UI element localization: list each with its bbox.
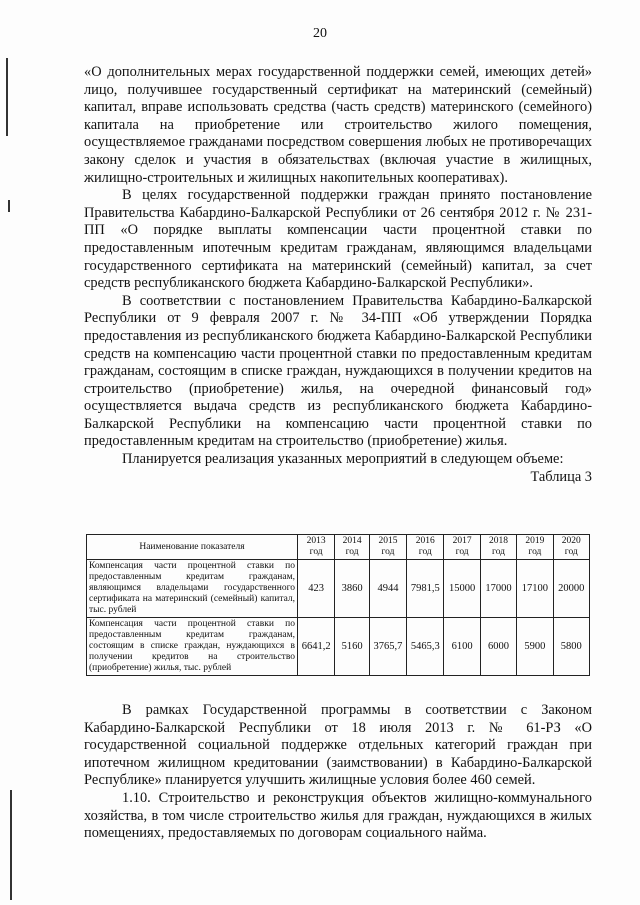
header-year: 2018 год: [480, 535, 516, 560]
paragraph: 1.10. Строительство и реконструкция объектов жилищно-коммунального хозяйства, в том числе строительство жилья для граждан, нуждающихся в жилых помещениях, предоставляемых по договорам социального найма.: [84, 789, 592, 842]
row-value: 17100: [517, 560, 553, 618]
row-value: 5465,3: [407, 618, 444, 676]
page-number: 20: [313, 26, 327, 41]
table-header-row: [87, 535, 590, 560]
paragraph: В соответствии с постановлением Правительства Кабардино-Балкарской Республики от 9 февраля 2007 г. № 34-ПП «Об утверждении Порядка предоставления из республиканского бюджета Кабардино-Балкарской Республики средств на компенсацию части процентной ставки по предоставленным кредитам гражданам, состоящим в списке граждан, нуждающихся в получении кредитов на строительство (приобретение) жилья, на очередной финансовый год» осуществляется выдача средств из республиканского бюджета Кабардино-Балкарской Республики на компенсацию части процентной ставки по предоставленным кредитам на строительство (приобретение) жилья.: [84, 292, 592, 450]
scan-mark: [6, 58, 8, 136]
row-value: 6641,2: [298, 618, 335, 676]
header-year: 2014 год: [335, 535, 369, 560]
table-row: [87, 618, 590, 676]
paragraph: Планируется реализация указанных мероприятий в следующем объеме:: [122, 451, 564, 468]
data-table: [86, 534, 590, 676]
row-value: 5160: [335, 618, 369, 676]
paragraph: «О дополнительных мерах государственной поддержки семей, имеющих детей» лицо, получившее государственный сертификат на материнский (семейный) капитал, вправе использовать средства (часть средств) материнского (семейного) капитала на приобретение или строительство жилого помещения, осуществляемое гражданами посредством совершения любых не противоречащих закону сделок и участия в обязательствах (включая участие в жилищных, жилищно-строительных и жилищных накопительных кооперативах).: [84, 64, 592, 186]
header-year: 2020 год: [553, 535, 589, 560]
row-value: 5900: [517, 618, 553, 676]
table-caption: Таблица 3: [530, 468, 592, 485]
row-value: 6000: [480, 618, 516, 676]
row-value: 5800: [553, 618, 589, 676]
row-value: 4944: [369, 560, 406, 618]
row-value: 6100: [444, 618, 480, 676]
header-year: 2017 год: [444, 535, 480, 560]
row-name: Компенсация части процентной ставки по предоставленным кредитам гражданам, состоящим в списке граждан, нуждающихся в получении кредитов на строительство (приобретение) жилья, тыс. рублей: [87, 618, 298, 676]
paragraph: В рамках Государственной программы в соответствии с Законом Кабардино-Балкарской Республики от 18 июля 2013 г. № 61-РЗ «О государственной социальной поддержке отдельных категорий граждан при ипотечном жилищном кредитовании (заимствовании) в Кабардино-Балкарской Республике» планируется улучшить жилищные условия более 460 семей.: [84, 702, 592, 789]
row-value: 20000: [553, 560, 589, 618]
paragraph: В целях государственной поддержки граждан принято постановление Правительства Кабардино-Балкарской Республики от 26 сентября 2012 г. № 231-ПП «О порядке выплаты компенсации части процентной ставки по предоставленным ипотечным кредитам гражданам, являющимся владельцами государственного сертификата на материнский (семейный) капитал, за счет средств республиканского бюджета Кабардино-Балкарской Республики».: [84, 187, 592, 292]
row-value: 15000: [444, 560, 480, 618]
header-year: 2019 год: [517, 535, 553, 560]
body-text-after-table: [84, 702, 592, 843]
header-year: 2013 год: [298, 535, 335, 560]
scan-mark: [10, 790, 12, 900]
header-name: Наименование показателя: [87, 535, 298, 560]
row-value: 3860: [335, 560, 369, 618]
row-value: 7981,5: [407, 560, 444, 618]
row-value: 3765,7: [369, 618, 406, 676]
table-row: [87, 560, 590, 618]
header-year: 2015 год: [369, 535, 406, 560]
scan-mark: [8, 200, 10, 212]
header-year: 2016 год: [407, 535, 444, 560]
row-value: 17000: [480, 560, 516, 618]
body-text: [84, 64, 592, 486]
row-name: Компенсация части процентной ставки по предоставленным кредитам гражданам, являющимся владельцами государственного сертификата на материнский (семейный) капитал, тыс. рублей: [87, 560, 298, 618]
row-value: 423: [298, 560, 335, 618]
